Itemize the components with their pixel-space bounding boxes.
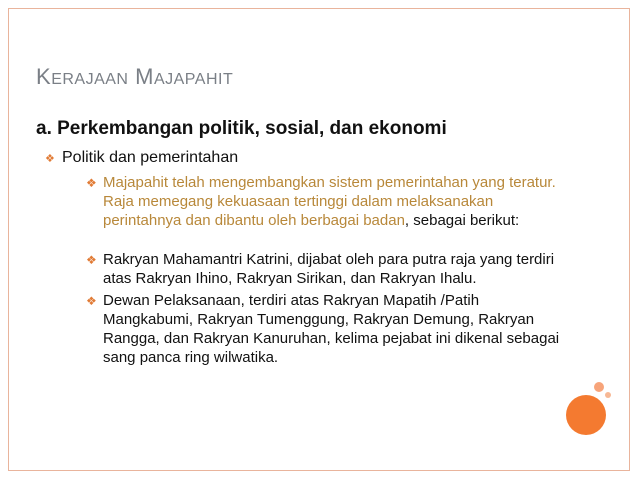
title-rest-2: AJAPAHIT xyxy=(153,71,234,88)
slide-title xyxy=(36,64,233,90)
title-cap-2: M xyxy=(135,64,154,89)
list-item-1 xyxy=(86,173,573,230)
list-item-2 xyxy=(86,250,573,288)
bullet-icon: ❖ xyxy=(86,294,97,308)
decor-circle-large xyxy=(566,395,606,435)
section-heading: a. Perkembangan politik, sosial, dan ekonomi xyxy=(36,118,447,139)
bullet-icon: ❖ xyxy=(86,253,97,267)
item-2-text: Rakryan Mahamantri Katrini, dijabat oleh para putra raja yang terdiri atas Rakryan Ihino, Rakryan Sirikan, dan Rakryan Ihalu. xyxy=(103,251,555,287)
level1-text: Politik dan pemerintahan xyxy=(62,149,239,166)
level1-bullet xyxy=(45,149,239,167)
title-rest-1: ERAJAAN xyxy=(51,71,129,88)
item-3-text: Dewan Pelaksanaan, terdiri atas Rakryan Mapatih /Patih Mangkabumi, Rakryan Tumenggung, Rakryan Demung, Rakryan Rangga, dan Rakryan Kanuruhan, kelima pejabat ini dikenal sebagai sang panca ring wilwatika. xyxy=(103,292,560,366)
bullet-icon: ❖ xyxy=(86,176,97,190)
title-cap-1: K xyxy=(36,64,52,89)
bullet-icon: ❖ xyxy=(45,153,55,165)
decor-circle-medium xyxy=(594,382,604,392)
decor-circle-small xyxy=(605,392,611,398)
item-1-gold-text: Majapahit telah mengembangkan sistem pemerintahan yang teratur. Raja memegang kekuasaan tertinggi dalam melaksanakan perintahnya dan dibantu oleh berbagai badan xyxy=(103,174,556,229)
list-item-3 xyxy=(86,291,573,367)
item-1-black-text: , sebagai berikut: xyxy=(404,212,520,229)
